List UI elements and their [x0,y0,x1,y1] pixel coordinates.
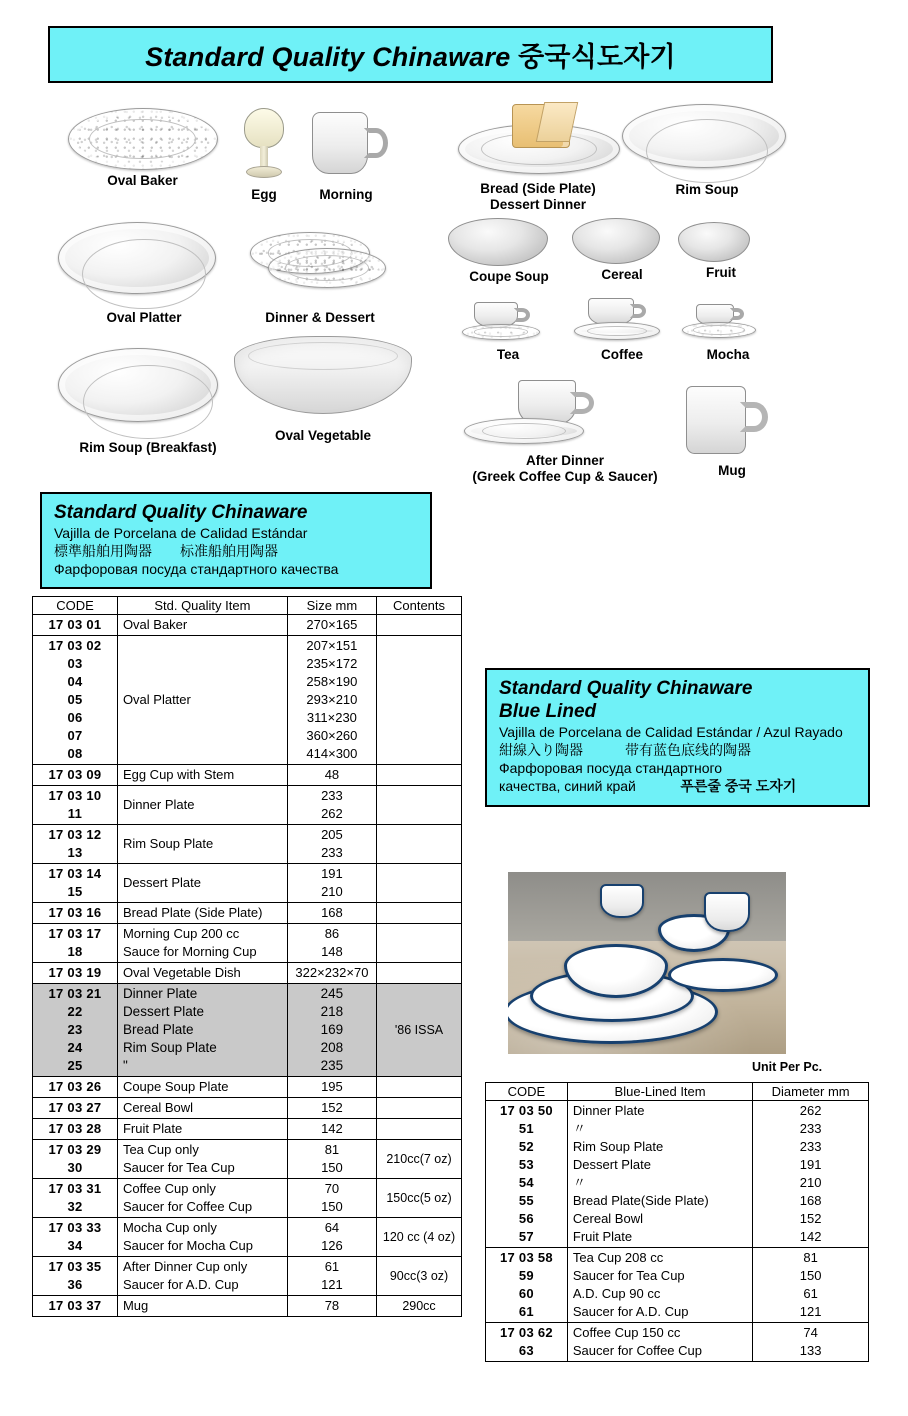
cell-code: 17 03 09 [33,765,118,786]
oval-baker-icon [68,108,218,170]
cell-item: Oval Platter [117,636,287,765]
cell-contents: 290cc [377,1296,462,1317]
cell-size: 61 121 [287,1257,376,1296]
table-row [33,615,462,636]
cell-contents [377,1119,462,1140]
cell-size: 233 262 [287,786,376,825]
cell-code: 17 03 01 [33,615,118,636]
illustration-oval-platter [58,222,230,326]
table-row [33,1257,462,1296]
illustration-caption: Rim Soup [675,182,739,197]
illustration-mug [672,382,792,479]
header-code: CODE [486,1083,568,1101]
rim-soup-icon [622,104,786,168]
bread-side-plate-icon [440,100,636,178]
table-row [33,786,462,825]
cell-contents: 90cc(3 oz) [377,1257,462,1296]
std-box-heading: Standard Quality Chinaware [54,502,308,523]
illustration-caption: Egg [251,187,277,202]
cell-code: 17 03 21 22 23 24 25 [33,984,118,1077]
std-box-russian: Фарфоровая посуда стандартного качества [54,561,339,577]
blue-lined-photo [508,872,786,1054]
page-title-korean: 중국식도자기 [518,42,676,72]
cell-code: 17 03 26 [33,1077,118,1098]
cell-item: Mug [117,1296,287,1317]
table-row [33,984,462,1077]
blue-lined-info-box [485,668,870,807]
illustration-caption: Oval Baker [107,173,178,188]
cell-code: 17 03 19 [33,963,118,984]
illustration-caption: Mug [718,463,746,478]
dinner-dessert-icon [240,228,400,292]
illustration-caption: Dinner & Dessert [265,310,375,325]
cell-item: Coffee Cup only Saucer for Coffee Cup [117,1179,287,1218]
page-title-banner [48,26,773,83]
cell-item: Morning Cup 200 cc Sauce for Morning Cup [117,924,287,963]
illustration-fruit [678,222,764,281]
cell-size: 70 150 [287,1179,376,1218]
illustration-caption-2: (Greek Coffee Cup & Saucer) [472,469,658,484]
table-row [33,1179,462,1218]
table-row [33,1296,462,1317]
cell-size: 270×165 [287,615,376,636]
table-row [486,1248,869,1323]
illustration-caption: Bread (Side Plate) [480,181,596,196]
cell-contents [377,864,462,903]
cell-code: 17 03 28 [33,1119,118,1140]
cell-item: Fruit Plate [117,1119,287,1140]
table-row [33,1077,462,1098]
after-dinner-icon [440,378,690,450]
blue-box-spanish: Vajilla de Porcelana de Calidad Estándar / Azul Rayado [499,724,843,740]
illustration-morning [300,104,392,203]
cell-item: Tea Cup 208 cc Saucer for Tea Cup A.D. Cup 90 cc Saucer for A.D. Cup [567,1248,752,1323]
cell-item: Bread Plate (Side Plate) [117,903,287,924]
cell-size: 78 [287,1296,376,1317]
cell-diameter: 262 233 233 191 210 168 152 142 [753,1101,869,1248]
illustration-caption: Morning [319,187,373,202]
cell-size: 142 [287,1119,376,1140]
table-header-row [486,1083,869,1101]
cell-contents [377,963,462,984]
cell-item: Coupe Soup Plate [117,1077,287,1098]
cell-size: 81 150 [287,1140,376,1179]
cell-item: Egg Cup with Stem [117,765,287,786]
page-title-text: Standard Quality Chinaware [145,42,519,72]
illustration-oval-baker [60,108,225,189]
mug-icon [672,382,792,458]
illustration-mocha [680,300,776,363]
header-code: CODE [33,597,118,615]
standard-quality-table [32,596,462,1317]
page-title [145,35,676,74]
header-contents: Contents [377,597,462,615]
illustration-caption: Coupe Soup [469,269,549,284]
cell-contents: 210cc(7 oz) [377,1140,462,1179]
blue-box-russian-1: Фарфоровая посуда стандартного [499,760,723,776]
header-diameter: Diameter mm [753,1083,869,1101]
coupe-soup-icon [448,218,548,266]
cell-contents [377,786,462,825]
cell-code: 17 03 62 63 [486,1323,568,1362]
cell-diameter: 81 150 61 121 [753,1248,869,1323]
cell-contents [377,903,462,924]
fruit-icon [678,222,750,262]
cell-diameter: 74 133 [753,1323,869,1362]
cell-contents [377,1098,462,1119]
illustration-caption: Mocha [706,347,750,362]
cell-item: Coffee Cup 150 cc Saucer for Coffee Cup [567,1323,752,1362]
tea-icon [458,298,558,344]
cell-item: Dessert Plate [117,864,287,903]
table-row [33,825,462,864]
blue-box-russian-2: качества, синий край [499,778,636,794]
cell-size: 205 233 [287,825,376,864]
illustration-caption-2: Dessert Dinner [489,197,587,212]
illustration-rim-soup [622,104,792,198]
illustration-egg [228,106,300,203]
cell-item: Mocha Cup only Saucer for Mocha Cup [117,1218,287,1257]
cell-code: 17 03 14 15 [33,864,118,903]
photo-cup-left [600,884,644,918]
cell-size: 191 210 [287,864,376,903]
header-size: Size mm [287,597,376,615]
table-row [33,903,462,924]
illustration-coffee [570,296,674,363]
blue-box-korean: 푸른줄 중국 도자기 [680,778,797,794]
illustration-tea [458,298,558,363]
cell-item: Dinner Plate 〃 Rim Soup Plate Dessert Plate 〃 Bread Plate(Side Plate) Cereal Bowl Fruit Plate [567,1101,752,1248]
cell-size: 322×232×70 [287,963,376,984]
illustration-caption: Rim Soup (Breakfast) [79,440,217,455]
photo-saucer [668,958,778,992]
cell-contents [377,765,462,786]
blue-box-heading-1: Standard Quality Chinaware [499,678,753,699]
unit-per-pc-label: Unit Per Pc. [752,1060,823,1074]
illustration-after-dinner [440,378,690,485]
cell-item: Oval Baker [117,615,287,636]
table-row [33,1098,462,1119]
std-box-spanish: Vajilla de Porcelana de Calidad Estándar [54,525,308,541]
table-row [33,864,462,903]
blue-box-heading-2: Blue Lined [499,701,597,722]
standard-quality-info-box [40,492,432,589]
cell-item: Cereal Bowl [117,1098,287,1119]
header-item: Std. Quality Item [117,597,287,615]
table-row [486,1323,869,1362]
cell-item: Tea Cup only Saucer for Tea Cup [117,1140,287,1179]
cell-code: 17 03 27 [33,1098,118,1119]
cell-code: 17 03 35 36 [33,1257,118,1296]
mocha-icon [680,300,776,344]
coffee-icon [570,296,674,344]
cell-code: 17 03 16 [33,903,118,924]
table-row [33,924,462,963]
egg-icon [228,106,300,184]
cell-contents [377,615,462,636]
cell-contents [377,636,462,765]
cell-contents [377,825,462,864]
cell-item: Dinner Plate [117,786,287,825]
cell-code: 17 03 58 59 60 61 [486,1248,568,1323]
cell-size: 195 [287,1077,376,1098]
cell-item: Rim Soup Plate [117,825,287,864]
cell-code: 17 03 33 34 [33,1218,118,1257]
cell-size: 64 126 [287,1218,376,1257]
table-header-row [33,597,462,615]
cell-code: 17 03 29 30 [33,1140,118,1179]
table-row [33,1119,462,1140]
cell-code: 17 03 50 51 52 53 54 55 56 57 [486,1101,568,1248]
morning-icon [300,104,392,184]
illustration-rim-soup-breakfast [58,348,238,456]
cell-contents: 120 cc (4 oz) [377,1218,462,1257]
photo-cup-right [704,892,750,932]
cell-code: 17 03 31 32 [33,1179,118,1218]
cell-size: 245 218 169 208 235 [287,984,376,1077]
blue-box-cjk: 紺線入り陶器 带有蓝色底线的陶器 [499,742,751,758]
illustration-coupe-soup [448,218,570,285]
illustration-caption: Oval Vegetable [274,428,372,443]
illustration-bread-side-plate [440,100,636,213]
illustration-oval-vegetable [232,330,414,444]
cell-code: 17 03 37 [33,1296,118,1317]
blue-lined-table [485,1082,869,1362]
illustration-caption: Oval Platter [106,310,182,325]
cell-code: 17 03 10 11 [33,786,118,825]
cell-item: After Dinner Cup only Saucer for A.D. Cup [117,1257,287,1296]
illustration-caption: Tea [496,347,520,362]
table-row [33,636,462,765]
oval-platter-icon [58,222,216,294]
cell-size: 207×151 235×172 258×190 293×210 311×230 360×260 414×300 [287,636,376,765]
cell-item: Oval Vegetable Dish [117,963,287,984]
cell-size: 86 148 [287,924,376,963]
table-row [33,963,462,984]
illustration-caption: Coffee [600,347,643,362]
illustration-caption: Cereal [601,267,643,282]
cell-code: 17 03 17 18 [33,924,118,963]
cell-contents: 150cc(5 oz) [377,1179,462,1218]
illustration-cereal [572,218,672,283]
illustration-caption: After Dinner [525,453,604,468]
cell-size: 152 [287,1098,376,1119]
cell-contents: '86 ISSA [377,984,462,1077]
header-item: Blue-Lined Item [567,1083,752,1101]
illustration-dinner-and-dessert [240,228,400,326]
table-row [33,1140,462,1179]
table-row [33,765,462,786]
table-row [486,1101,869,1248]
cell-code: 17 03 12 13 [33,825,118,864]
rim-soup-breakfast-icon [58,348,218,422]
oval-vegetable-icon [232,330,414,416]
table-row [33,1218,462,1257]
cell-size: 168 [287,903,376,924]
cell-item: Dinner Plate Dessert Plate Bread Plate Rim Soup Plate " [117,984,287,1077]
cereal-icon [572,218,660,264]
cell-contents [377,1077,462,1098]
cell-size: 48 [287,765,376,786]
illustration-caption: Fruit [706,265,736,280]
cell-code: 17 03 02 03 04 05 06 07 08 [33,636,118,765]
std-box-cjk: 標準船舶用陶器 标准船舶用陶器 [54,543,278,559]
cell-contents [377,924,462,963]
